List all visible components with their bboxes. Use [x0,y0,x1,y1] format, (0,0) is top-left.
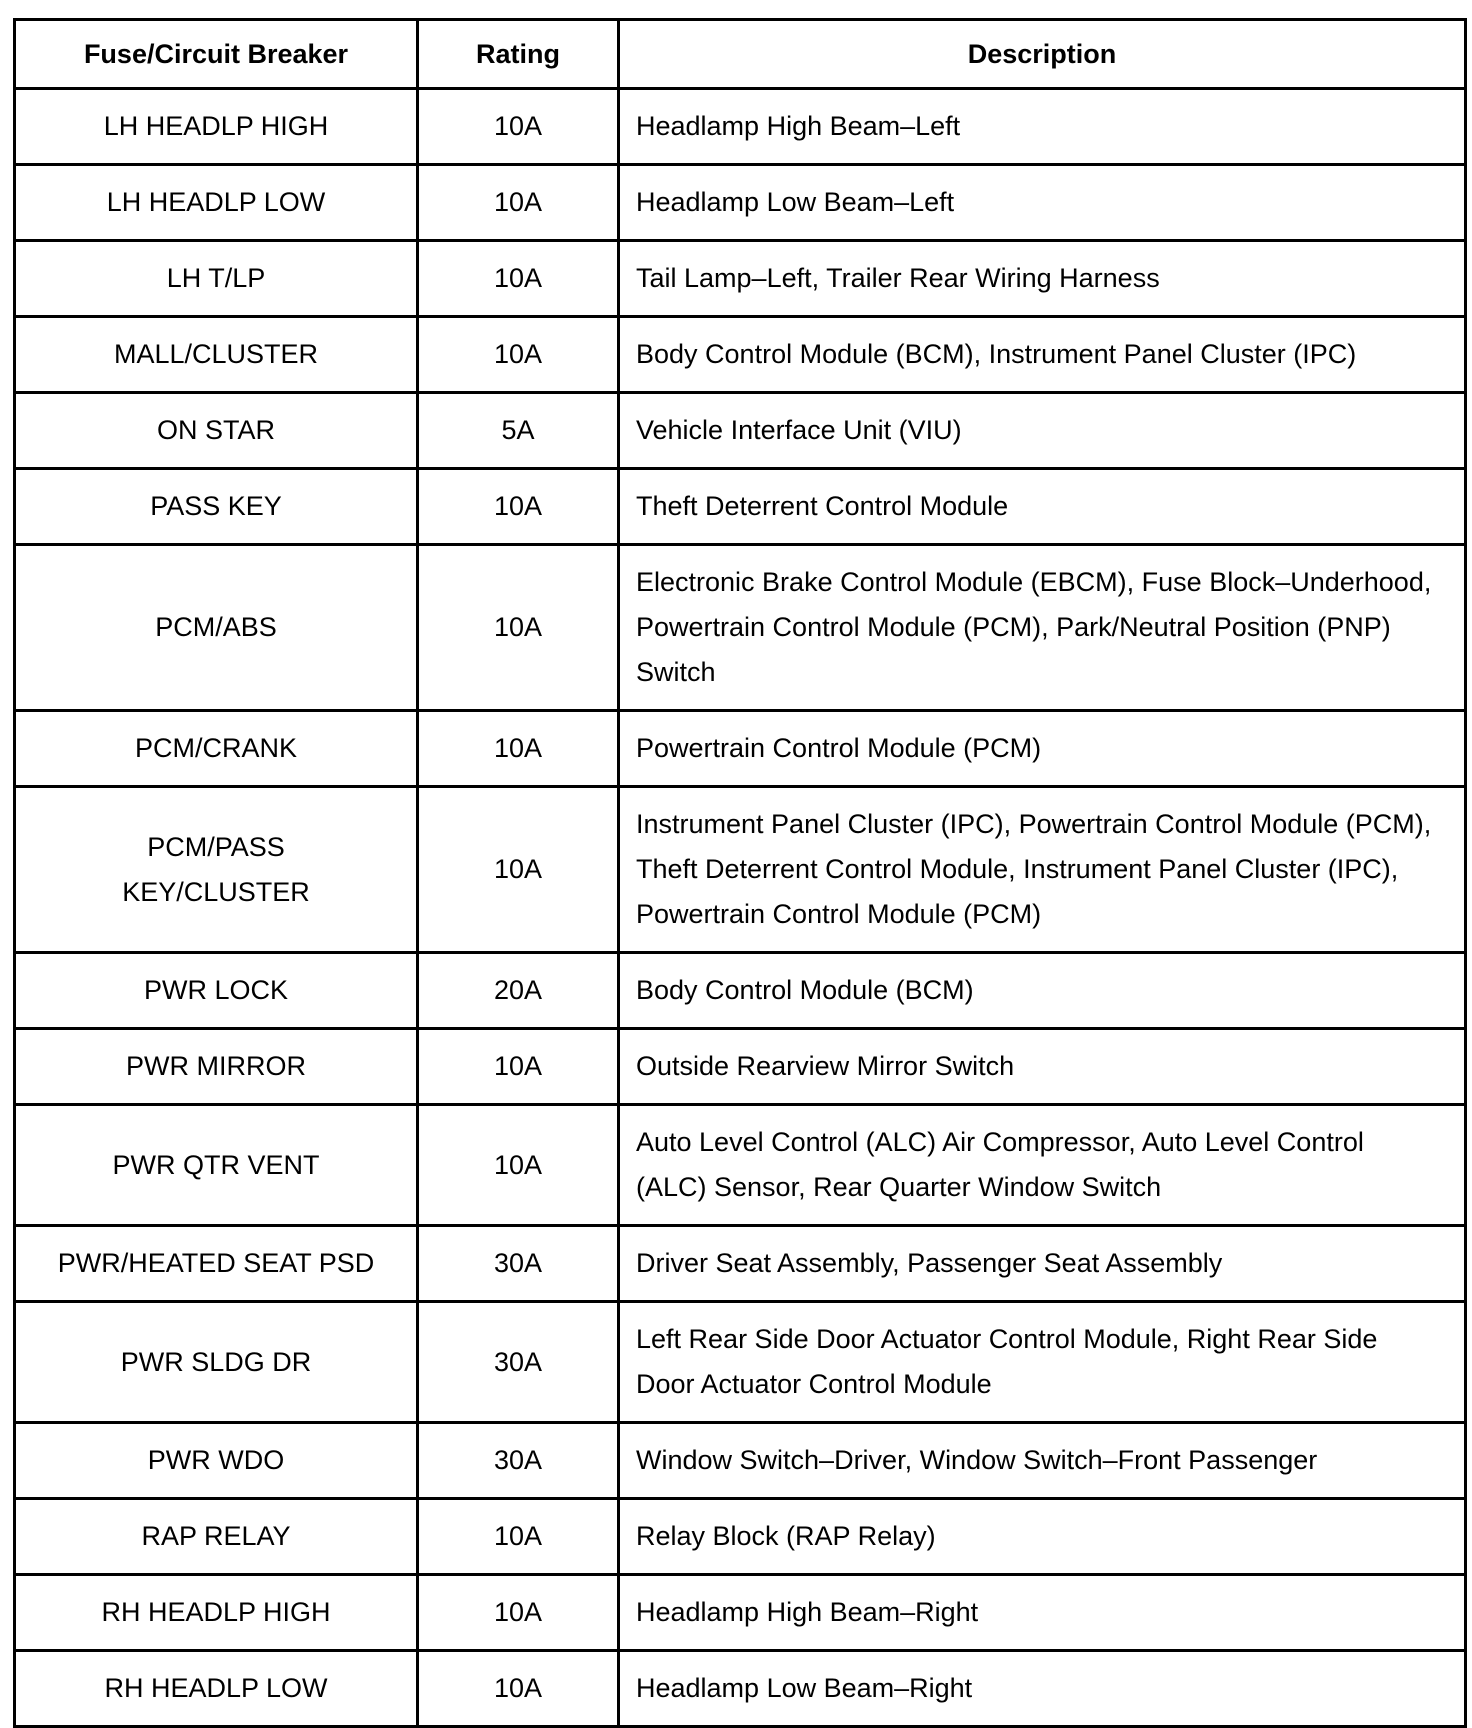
fuse-cell: PWR QTR VENT [15,1105,418,1226]
description-cell: Headlamp Low Beam–Right [619,1651,1466,1727]
fuse-cell: PCM/PASS KEY/CLUSTER [15,787,418,953]
rating-cell: 10A [418,1499,619,1575]
table-row [15,1029,1466,1105]
fuse-cell: ON STAR [15,393,418,469]
table-row [15,241,1466,317]
fuse-cell: RH HEADLP HIGH [15,1575,418,1651]
description-cell: Left Rear Side Door Actuator Control Module, Right Rear Side Door Actuator Control Module [619,1302,1466,1423]
description-cell: Headlamp High Beam–Right [619,1575,1466,1651]
rating-cell: 10A [418,1575,619,1651]
table-header-row [15,20,1466,89]
description-cell: Theft Deterrent Control Module [619,469,1466,545]
rating-cell: 10A [418,89,619,165]
description-cell: Auto Level Control (ALC) Air Compressor, Auto Level Control (ALC) Sensor, Rear Quarter Window Switch [619,1105,1466,1226]
table-row [15,1423,1466,1499]
rating-cell: 10A [418,469,619,545]
fuse-cell: PASS KEY [15,469,418,545]
description-cell: Electronic Brake Control Module (EBCM), Fuse Block–Underhood, Powertrain Control Module (PCM), Park/Neutral Position (PNP) Switch [619,545,1466,711]
table-row [15,545,1466,711]
fuse-cell: LH HEADLP HIGH [15,89,418,165]
rating-cell: 10A [418,317,619,393]
column-header-description: Description [619,20,1466,89]
table-row [15,165,1466,241]
table-row [15,89,1466,165]
table-row [15,711,1466,787]
rating-cell: 10A [418,787,619,953]
fuse-table [13,18,1467,1728]
description-cell: Body Control Module (BCM) [619,953,1466,1029]
description-cell: Vehicle Interface Unit (VIU) [619,393,1466,469]
fuse-cell: PCM/CRANK [15,711,418,787]
fuse-cell: RH HEADLP LOW [15,1651,418,1727]
rating-cell: 30A [418,1423,619,1499]
fuse-cell: PWR LOCK [15,953,418,1029]
description-cell: Window Switch–Driver, Window Switch–Front Passenger [619,1423,1466,1499]
rating-cell: 5A [418,393,619,469]
fuse-cell: PWR MIRROR [15,1029,418,1105]
fuse-cell: RAP RELAY [15,1499,418,1575]
table-row [15,1302,1466,1423]
table-row [15,1105,1466,1226]
description-cell: Body Control Module (BCM), Instrument Panel Cluster (IPC) [619,317,1466,393]
table-row [15,1651,1466,1727]
column-header-rating: Rating [418,20,619,89]
rating-cell: 30A [418,1302,619,1423]
table-row [15,393,1466,469]
description-cell: Headlamp Low Beam–Left [619,165,1466,241]
table-row [15,1575,1466,1651]
description-cell: Instrument Panel Cluster (IPC), Powertrain Control Module (PCM), Theft Deterrent Control Module, Instrument Panel Cluster (IPC), Powertrain Control Module (PCM) [619,787,1466,953]
fuse-cell: PCM/ABS [15,545,418,711]
table-row [15,317,1466,393]
description-cell: Headlamp High Beam–Left [619,89,1466,165]
table-row [15,1499,1466,1575]
fuse-cell: PWR/HEATED SEAT PSD [15,1226,418,1302]
table-row [15,953,1466,1029]
rating-cell: 30A [418,1226,619,1302]
rating-cell: 10A [418,545,619,711]
fuse-cell: LH T/LP [15,241,418,317]
fuse-cell: PWR WDO [15,1423,418,1499]
fuse-cell: LH HEADLP LOW [15,165,418,241]
description-cell: Relay Block (RAP Relay) [619,1499,1466,1575]
rating-cell: 10A [418,1105,619,1226]
rating-cell: 20A [418,953,619,1029]
column-header-fuse: Fuse/Circuit Breaker [15,20,418,89]
rating-cell: 10A [418,241,619,317]
rating-cell: 10A [418,1651,619,1727]
description-cell: Driver Seat Assembly, Passenger Seat Assembly [619,1226,1466,1302]
description-cell: Tail Lamp–Left, Trailer Rear Wiring Harness [619,241,1466,317]
rating-cell: 10A [418,165,619,241]
fuse-cell: PWR SLDG DR [15,1302,418,1423]
table-row [15,787,1466,953]
table-row [15,469,1466,545]
rating-cell: 10A [418,1029,619,1105]
rating-cell: 10A [418,711,619,787]
fuse-cell: MALL/CLUSTER [15,317,418,393]
description-cell: Powertrain Control Module (PCM) [619,711,1466,787]
description-cell: Outside Rearview Mirror Switch [619,1029,1466,1105]
table-row [15,1226,1466,1302]
